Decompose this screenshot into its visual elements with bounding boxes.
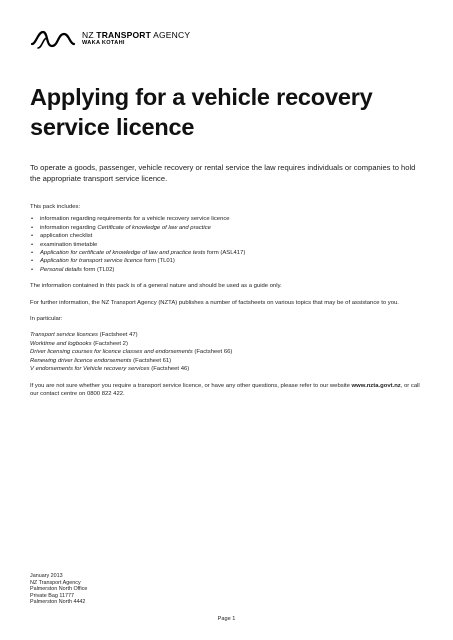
nzta-logo (30, 28, 190, 50)
particular-label: In particular: (30, 316, 63, 323)
address-date: January 2013 (30, 573, 63, 579)
logo-agency-name: NZ TRANSPORT AGENCY (82, 29, 191, 40)
intro-paragraph: To operate a goods, passenger, vehicle recovery or rental service the law requires individuals or companies to hold the appropriate transport service licence. (30, 163, 416, 183)
factsheets-intro: For further information, the NZ Transport Agency (NZTA) publishes a number of factsheets on various topics that may be of assistance to you. (30, 299, 399, 306)
list-item: • examination timetable (31, 241, 98, 248)
factsheet-item: Renewing driver licence endorsements (Factsheet 61) (30, 357, 172, 364)
address-bag: Private Bag 11777 (30, 592, 74, 599)
list-item: • Application for transport service licence form (TL01) (31, 258, 175, 265)
factsheet-item: V endorsements for Vehicle recovery services (Factsheet 46) (30, 366, 190, 373)
page-number: Page 1 (217, 616, 236, 622)
address-org: NZ Transport Agency (30, 579, 81, 586)
page-title: Applying for a vehicle recovery service licence (30, 84, 373, 140)
general-note: The information contained in this pack is of a general nature and should be used as a guide only. (30, 283, 282, 290)
list-item: • Application for certificate of knowledge of law and practice tests form (ASL417) (31, 250, 246, 257)
address-city: Palmerston North 4442 (30, 599, 86, 606)
address-block (30, 573, 87, 606)
factsheet-item: Worktime and logbooks (Factsheet 2) (30, 340, 128, 347)
factsheet-item: Driver licensing courses for licence classes and endorsements (Factsheet 66) (30, 349, 233, 356)
address-office: Palmerston North Office (30, 586, 88, 593)
list-item: • information regarding Certificate of knowledge of law and practice (31, 224, 211, 231)
document-body (30, 203, 425, 398)
contact-paragraph: If you are not sure whether you require a transport service licence, or have any other questions, please refer to our website www.nzta.govt.nz, or call our contact centre on 0800 822 422. (30, 382, 420, 397)
logo-maori-name: WAKA KOTAHI (82, 40, 125, 47)
factsheet-list (30, 331, 425, 373)
pack-contents-list (30, 215, 425, 274)
list-item: • information regarding requirements for a vehicle recovery service licence (31, 216, 230, 223)
website-link[interactable]: www.nzta.govt.nz (351, 382, 401, 389)
nzta-logo-icon (30, 28, 76, 50)
pack-intro: This pack includes: (30, 204, 81, 210)
list-item: • Personal details form (TL02) (31, 266, 115, 273)
factsheet-item: Transport service licences (Factsheet 47) (30, 332, 138, 339)
list-item: • application checklist (31, 233, 93, 240)
